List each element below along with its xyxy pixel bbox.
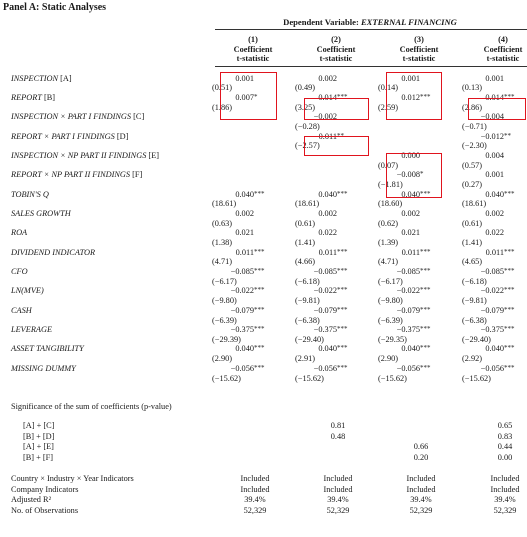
coefficient-cell [224, 325, 316, 334]
p-value-cell: 0.00 [497, 452, 513, 462]
footer-value-cell: Included [406, 484, 436, 494]
column-header-1 [218, 35, 288, 64]
t-statistic-cell: (−9.80) [378, 296, 403, 306]
variable-label [11, 151, 159, 160]
variable-label [11, 325, 52, 334]
t-statistic-cell: (−2.30) [462, 141, 487, 151]
t-statistic-cell: (1.41) [462, 238, 483, 248]
t-statistic-cell: (2.86) [462, 102, 483, 112]
coefficient-value: −0.375 [396, 325, 420, 335]
coefficient-cell [474, 74, 527, 83]
t-statistic-cell: (−6.18) [462, 276, 487, 286]
t-statistic-cell: (−15.62) [378, 373, 407, 383]
variable-name: MISSING DUMMY [11, 363, 76, 373]
coefficient-value: 0.001 [401, 73, 420, 83]
t-statistic-cell: (0.61) [295, 218, 316, 228]
t-statistic-cell: (−15.62) [295, 373, 324, 383]
t-statistic-cell: (2.59) [378, 102, 399, 112]
coefficient-value: 0.022 [318, 228, 337, 238]
coefficient-value: −0.056 [230, 363, 254, 373]
coefficient-value: −0.079 [230, 305, 254, 315]
coefficient-value: 0.012 [401, 92, 420, 102]
coefficient-value: 0.014 [318, 92, 337, 102]
significance-row-label: [B] + [F] [23, 452, 54, 462]
t-statistic-cell: (0.07) [378, 160, 399, 170]
variable-name: LEVERAGE [11, 325, 53, 335]
variable-name: DIVIDEND INDICATOR [11, 247, 96, 257]
coefficient-cell [474, 364, 527, 373]
coefficient-cell [390, 132, 482, 141]
coefficient-value: −0.008 [396, 170, 420, 180]
t-statistic-cell: (18.61) [462, 199, 487, 209]
t-statistic-cell: (0.49) [295, 83, 316, 93]
coefficient-cell [474, 209, 527, 218]
t-statistic-cell: (0.57) [462, 160, 483, 170]
t-statistic-cell: (0.14) [378, 83, 399, 93]
variable-name: SALES GROWTH [11, 208, 71, 218]
coefficient-cell [474, 286, 527, 295]
coefficient-cell [390, 228, 482, 237]
footer-value-cell: Included [490, 484, 520, 494]
column-header-number: (4) [498, 35, 508, 44]
significance-stars: * [420, 170, 424, 179]
coefficient-cell [474, 228, 527, 237]
footer-value-cell: 39.4% [494, 495, 516, 505]
column-header-line1: Coefficient [316, 44, 356, 54]
variable-tag: [E] [146, 150, 160, 160]
t-statistic-cell: (2.91) [295, 354, 316, 364]
variable-name: CFO [11, 267, 28, 276]
significance-stars: *** [504, 189, 515, 198]
footer-value-cell: Included [240, 474, 270, 483]
coefficient-value: −0.022 [313, 286, 337, 296]
significance-stars: *** [337, 305, 348, 314]
highlight-box [386, 150, 442, 198]
coefficient-value: −0.085 [480, 267, 504, 276]
coefficient-value: −0.011 [313, 131, 337, 141]
significance-stars: *** [420, 305, 431, 314]
footer-value-cell: Included [240, 484, 270, 494]
coefficient-value: 0.040 [401, 189, 420, 199]
variable-label [11, 209, 71, 218]
significance-stars: *** [254, 344, 265, 353]
t-statistic-cell: (0.61) [462, 218, 483, 228]
significance-stars: * [254, 92, 258, 101]
significance-title: Significance of the sum of coefficients (p-value) [11, 402, 172, 411]
coefficient-value: 0.002 [235, 208, 254, 218]
t-statistic-cell: (1.86) [212, 102, 233, 112]
coefficient-value: 0.011 [318, 247, 337, 257]
coefficient-cell [307, 228, 399, 237]
footer-value-cell: 39.4% [327, 495, 349, 505]
significance-stars: *** [337, 92, 348, 101]
dependent-variable-label: Dependent Variable: [283, 17, 361, 27]
t-statistic-cell: (−6.38) [295, 315, 320, 325]
panel-title: Panel A: Static Analyses [3, 2, 107, 13]
t-statistic-cell: (0.13) [462, 83, 483, 93]
significance-stars: *** [254, 325, 265, 334]
t-statistic-cell: (−6.39) [212, 315, 237, 325]
t-statistic-cell: (−0.28) [295, 122, 320, 131]
coefficient-cell [307, 325, 399, 334]
t-statistic-cell: (18.61) [212, 199, 237, 209]
coefficient-value: 0.007 [235, 92, 254, 102]
variable-name: TOBIN'S Q [11, 189, 49, 199]
significance-stars: *** [504, 305, 515, 314]
significance-stars: *** [504, 325, 515, 334]
coefficient-value: 0.000 [401, 150, 420, 160]
coefficient-value: 0.040 [401, 344, 420, 354]
variable-name: REPORT [11, 92, 42, 102]
column-header-3 [384, 35, 454, 64]
coefficient-value: 0.021 [401, 228, 420, 238]
coefficient-value: 0.001 [235, 73, 254, 83]
footer-row-label: Company Indicators [11, 484, 79, 494]
coefficient-cell [307, 248, 399, 257]
footer-row-label: Country × Industry × Year Indicators [11, 474, 134, 483]
column-header-line2: t-statistic [486, 54, 520, 64]
column-header-line2: t-statistic [319, 54, 353, 64]
t-statistic-cell: (1.39) [378, 238, 399, 248]
highlight-box [304, 98, 369, 120]
variable-tag: [B] [41, 92, 56, 102]
coefficient-value: 0.001 [485, 170, 504, 180]
coefficient-cell [474, 132, 527, 141]
footer-value-cell: 52,329 [243, 506, 267, 516]
coefficient-value: 0.002 [318, 208, 337, 218]
coefficient-value: 0.040 [235, 189, 254, 199]
significance-stars: *** [420, 247, 431, 256]
significance-stars: *** [420, 344, 431, 353]
t-statistic-cell: (−6.38) [462, 315, 487, 325]
highlight-box [468, 98, 526, 120]
significance-row-label: [A] + [E] [23, 442, 54, 452]
coefficient-value: −0.056 [480, 363, 504, 373]
significance-row-label: [B] + [D] [23, 431, 55, 441]
coefficient-value: 0.022 [485, 228, 504, 238]
coefficient-cell [390, 267, 482, 276]
coefficient-value: 0.011 [235, 247, 254, 257]
coefficient-value: 0.040 [485, 189, 504, 199]
variable-name: INSPECTION × PART I FINDINGS [11, 112, 132, 122]
coefficient-value: 0.040 [485, 344, 504, 354]
significance-stars: *** [504, 267, 515, 275]
variable-name: REPORT × NP PART II FINDINGS [11, 170, 131, 180]
variable-label [11, 248, 95, 257]
variable-label [11, 74, 72, 83]
t-statistic-cell: (18.61) [295, 199, 320, 209]
t-statistic-cell: (0.51) [212, 83, 233, 93]
coefficient-cell [224, 286, 316, 295]
p-value-cell: 0.65 [497, 421, 513, 430]
coefficient-cell [224, 132, 316, 141]
coefficient-value: 0.040 [318, 189, 337, 199]
footer-value-cell: Included [323, 474, 353, 483]
footer-value-cell: 39.4% [244, 495, 266, 505]
significance-stars: *** [504, 247, 515, 256]
p-value-cell: 0.20 [413, 452, 429, 462]
column-header-line1: Coefficient [233, 44, 273, 54]
t-statistic-cell: (−9.81) [295, 296, 320, 306]
significance-stars: *** [337, 247, 348, 256]
t-statistic-cell: (4.66) [295, 257, 316, 267]
column-header-line1: Coefficient [483, 44, 523, 54]
coefficient-cell [307, 267, 399, 276]
coefficient-cell [390, 286, 482, 295]
coefficient-cell [224, 364, 316, 373]
coefficient-cell [474, 267, 527, 276]
t-statistic-cell: (4.71) [378, 257, 399, 267]
variable-name: ASSET TANGIBILITY [11, 344, 84, 354]
column-header-line1: Coefficient [399, 44, 439, 54]
column-header-number: (2) [331, 35, 341, 44]
coefficient-cell [224, 228, 316, 237]
t-statistic-cell: (0.62) [378, 218, 399, 228]
coefficient-value: 0.040 [318, 344, 337, 354]
coefficient-cell [224, 151, 316, 160]
t-statistic-cell: (−29.40) [295, 334, 324, 344]
coefficient-value: −0.375 [230, 325, 254, 335]
coefficient-value: −0.375 [313, 325, 337, 335]
t-statistic-cell: (0.27) [462, 180, 483, 190]
coefficient-value: 0.002 [318, 73, 337, 83]
significance-stars: *** [254, 247, 265, 256]
significance-stars: *** [337, 344, 348, 353]
variable-name: LN(MVE) [11, 286, 44, 296]
dependent-variable-name: EXTERNAL FINANCING [360, 17, 457, 27]
t-statistic-cell: (−29.35) [378, 334, 407, 344]
variable-label [11, 267, 28, 276]
coefficient-cell [307, 364, 399, 373]
footer-value-cell: Included [490, 474, 520, 483]
coefficient-cell [390, 364, 482, 373]
variable-tag: [A] [58, 73, 72, 83]
coefficient-cell [307, 286, 399, 295]
coefficient-cell [390, 306, 482, 315]
highlight-box [220, 72, 277, 120]
coefficient-cell [390, 248, 482, 257]
variable-label [11, 112, 144, 121]
significance-stars: *** [420, 325, 431, 334]
variable-tag: [D] [114, 131, 129, 141]
significance-stars: *** [254, 267, 265, 275]
t-statistic-cell: (−29.39) [212, 334, 241, 344]
coefficient-cell [474, 248, 527, 257]
significance-stars: *** [254, 363, 265, 372]
significance-stars: *** [420, 363, 431, 372]
coefficient-value: −0.012 [480, 131, 504, 141]
footer-row-label: No. of Observations [11, 506, 79, 516]
coefficient-value: 0.021 [235, 228, 254, 238]
t-statistic-cell: (−6.17) [378, 276, 403, 286]
column-header-number: (3) [414, 35, 424, 44]
significance-stars: *** [337, 286, 348, 295]
significance-stars: *** [504, 286, 515, 295]
t-statistic-cell: (3.25) [295, 102, 316, 112]
t-statistic-cell: (−2.57) [295, 141, 320, 151]
significance-stars: *** [420, 286, 431, 295]
coefficient-cell [224, 306, 316, 315]
coefficient-value: 0.002 [485, 208, 504, 218]
coefficient-value: −0.079 [313, 305, 337, 315]
coefficient-value: 0.004 [485, 150, 504, 160]
column-header-2 [301, 35, 371, 64]
coefficient-value: −0.056 [396, 363, 420, 373]
footer-value-cell: 52,329 [326, 506, 350, 516]
highlight-box [304, 136, 369, 156]
p-value-cell: 0.66 [413, 442, 429, 452]
significance-stars: ** [504, 131, 511, 140]
column-header-4 [468, 35, 527, 64]
coefficient-cell [224, 190, 316, 199]
t-statistic-cell: (1.38) [212, 238, 233, 248]
significance-stars: *** [254, 286, 265, 295]
coefficient-value: 0.014 [485, 92, 504, 102]
coefficient-cell [307, 344, 399, 353]
t-statistic-cell: (1.41) [295, 238, 316, 248]
footer-value-cell: Included [406, 474, 436, 483]
significance-stars: *** [504, 92, 515, 101]
coefficient-cell [224, 209, 316, 218]
t-statistic-cell: (−0.71) [462, 122, 487, 131]
coefficient-value: −0.022 [480, 286, 504, 296]
coefficient-value: −0.004 [480, 112, 504, 122]
coefficient-value: 0.002 [401, 208, 420, 218]
coefficient-value: −0.056 [313, 363, 337, 373]
t-statistic-cell: (2.90) [212, 354, 233, 364]
p-value-cell: 0.44 [497, 442, 513, 452]
coefficient-value: 0.011 [485, 247, 504, 257]
t-statistic-cell: (−9.81) [462, 296, 487, 306]
variable-name: ROA [11, 228, 28, 238]
variable-label [11, 286, 44, 295]
coefficient-value: −0.085 [230, 267, 254, 276]
footer-row-label: Adjusted R² [11, 495, 52, 505]
t-statistic-cell: (−29.40) [462, 334, 491, 344]
header-rule-top [215, 29, 527, 30]
coefficient-value: −0.085 [396, 267, 420, 276]
coefficient-cell [390, 209, 482, 218]
coefficient-value: −0.079 [480, 305, 504, 315]
column-header-number: (1) [248, 35, 258, 44]
coefficient-cell [474, 344, 527, 353]
significance-stars: *** [420, 267, 431, 275]
coefficient-value: −0.085 [313, 267, 337, 276]
coefficient-cell [474, 190, 527, 199]
coefficient-value: 0.001 [485, 73, 504, 83]
coefficient-cell [224, 170, 316, 179]
coefficient-cell [474, 170, 527, 179]
coefficient-cell [224, 267, 316, 276]
t-statistic-cell: (18.60) [378, 199, 403, 209]
p-value-cell: 0.81 [330, 421, 346, 430]
coefficient-value: −0.002 [313, 112, 337, 122]
t-statistic-cell: (−15.62) [462, 373, 491, 383]
t-statistic-cell: (−15.62) [212, 373, 241, 383]
column-header-line2: t-statistic [402, 54, 436, 64]
coefficient-cell [474, 306, 527, 315]
coefficient-cell [224, 248, 316, 257]
variable-label [11, 132, 128, 141]
coefficient-cell [474, 325, 527, 334]
highlight-box [386, 72, 442, 120]
coefficient-value: 0.040 [235, 344, 254, 354]
significance-stars: ** [337, 131, 344, 140]
significance-stars: *** [254, 305, 265, 314]
t-statistic-cell: (4.65) [462, 257, 483, 267]
significance-stars: *** [504, 344, 515, 353]
variable-label [11, 228, 27, 237]
t-statistic-cell: (−6.39) [378, 315, 403, 325]
coefficient-value: −0.375 [480, 325, 504, 335]
significance-stars: *** [337, 267, 348, 275]
variable-label [11, 306, 32, 315]
significance-row-label: [A] + [C] [23, 421, 55, 430]
variable-name: INSPECTION × NP PART II FINDINGS [11, 150, 147, 160]
significance-stars: *** [504, 363, 515, 372]
p-value-cell: 0.48 [330, 431, 346, 441]
significance-stars: *** [337, 189, 348, 198]
t-statistic-cell: (−6.18) [295, 276, 320, 286]
coefficient-value: −0.022 [396, 286, 420, 296]
column-header-line2: t-statistic [236, 54, 270, 64]
coefficient-cell [390, 344, 482, 353]
variable-tag: [C] [131, 112, 145, 122]
variable-label [11, 344, 84, 353]
t-statistic-cell: (0.63) [212, 218, 233, 228]
p-value-cell: 0.83 [497, 431, 513, 441]
coefficient-value: −0.022 [230, 286, 254, 296]
t-statistic-cell: (−1.81) [378, 180, 403, 190]
footer-value-cell: 52,329 [409, 506, 433, 516]
coefficient-cell [224, 344, 316, 353]
variable-label [11, 364, 76, 373]
coefficient-cell [474, 151, 527, 160]
coefficient-value: 0.011 [401, 247, 420, 257]
t-statistic-cell: (2.92) [462, 354, 483, 364]
variable-tag: [F] [130, 170, 143, 180]
coefficient-cell [390, 325, 482, 334]
header-rule-bottom [215, 66, 527, 67]
variable-name: CASH [11, 305, 32, 315]
footer-value-cell: Included [323, 484, 353, 494]
coefficient-cell [307, 306, 399, 315]
significance-stars: *** [420, 189, 431, 198]
variable-name: INSPECTION [11, 73, 59, 83]
t-statistic-cell: (−9.80) [212, 296, 237, 306]
t-statistic-cell: (−6.17) [212, 276, 237, 286]
t-statistic-cell: (4.71) [212, 257, 233, 267]
variable-label [11, 190, 49, 199]
variable-label [11, 93, 55, 102]
dependent-variable-header [215, 17, 525, 27]
t-statistic-cell: (2.90) [378, 354, 399, 364]
variable-label [11, 170, 142, 179]
significance-stars: *** [337, 363, 348, 372]
significance-stars: *** [420, 92, 431, 101]
footer-value-cell: 39.4% [410, 495, 432, 505]
coefficient-cell [307, 209, 399, 218]
coefficient-value: −0.079 [396, 305, 420, 315]
footer-value-cell: 52,329 [493, 506, 517, 516]
significance-stars: *** [254, 189, 265, 198]
significance-stars: *** [337, 325, 348, 334]
variable-name: REPORT × PART I FINDINGS [11, 131, 115, 141]
